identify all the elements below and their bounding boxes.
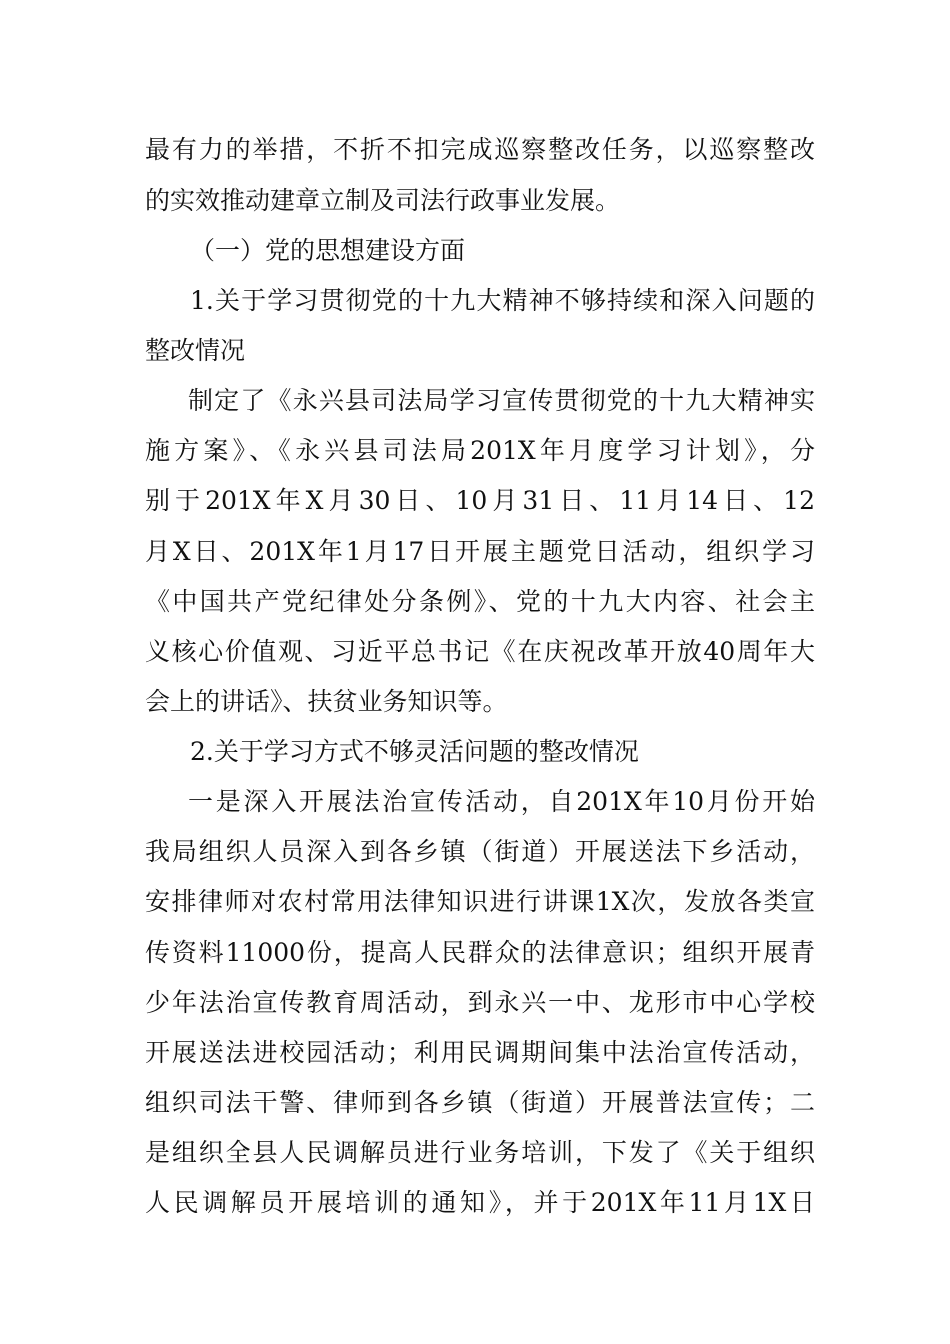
body-text-line: 制定了《永兴县司法局学习宣传贯彻党的十九大精神实 — [188, 386, 815, 415]
body-text-line: 组织司法干警、律师到各乡镇（街道）开展普法宣传；二 — [145, 1088, 815, 1117]
body-text-line: 的实效推动建章立制及司法行政事业发展。 — [145, 186, 621, 215]
body-text-line: 开展送法进校园活动；利用民调期间集中法治宣传活动， — [145, 1038, 815, 1067]
subsection-heading: 2.关于学习方式不够灵活问题的整改情况 — [190, 737, 639, 766]
body-text-line: 月X日、201X年1月17日开展主题党日活动，组织学习 — [145, 537, 815, 566]
body-text-line: 施方案》、《永兴县司法局201X年月度学习计划》，分 — [145, 436, 815, 465]
body-text-line: 安排律师对农村常用法律知识进行讲课1X次，发放各类宣 — [145, 887, 815, 916]
body-text-line: 最有力的举措，不折不扣完成巡察整改任务，以巡察整改 — [145, 135, 815, 164]
body-text-line: 少年法治宣传教育周活动，到永兴一中、龙形市中心学校 — [145, 988, 815, 1017]
body-text-line: 是组织全县人民调解员进行业务培训，下发了《关于组织 — [145, 1138, 815, 1167]
body-text-line: 我局组织人员深入到各乡镇（街道）开展送法下乡活动， — [145, 837, 815, 866]
body-text-line: 义核心价值观、习近平总书记《在庆祝改革开放40周年大 — [145, 637, 815, 666]
subsection-heading-continued: 整改情况 — [145, 336, 246, 365]
section-heading: （一）党的思想建设方面 — [190, 236, 466, 265]
body-text-line: 传资料11000份，提高人民群众的法律意识；组织开展青 — [145, 938, 815, 967]
subsection-heading: 1.关于学习贯彻党的十九大精神不够持续和深入问题的 — [190, 286, 815, 315]
body-text-line: 《中国共产党纪律处分条例》、党的十九大内容、社会主 — [145, 587, 815, 616]
body-text-line: 别于201X年X月30日、10月31日、11月14日、12 — [145, 486, 815, 515]
body-text-line: 人民调解员开展培训的通知》，并于201X年11月1X日 — [145, 1188, 815, 1217]
body-text-line: 会上的讲话》、扶贫业务知识等。 — [145, 687, 508, 716]
body-text-line: 一是深入开展法治宣传活动，自201X年10月份开始 — [188, 787, 815, 816]
